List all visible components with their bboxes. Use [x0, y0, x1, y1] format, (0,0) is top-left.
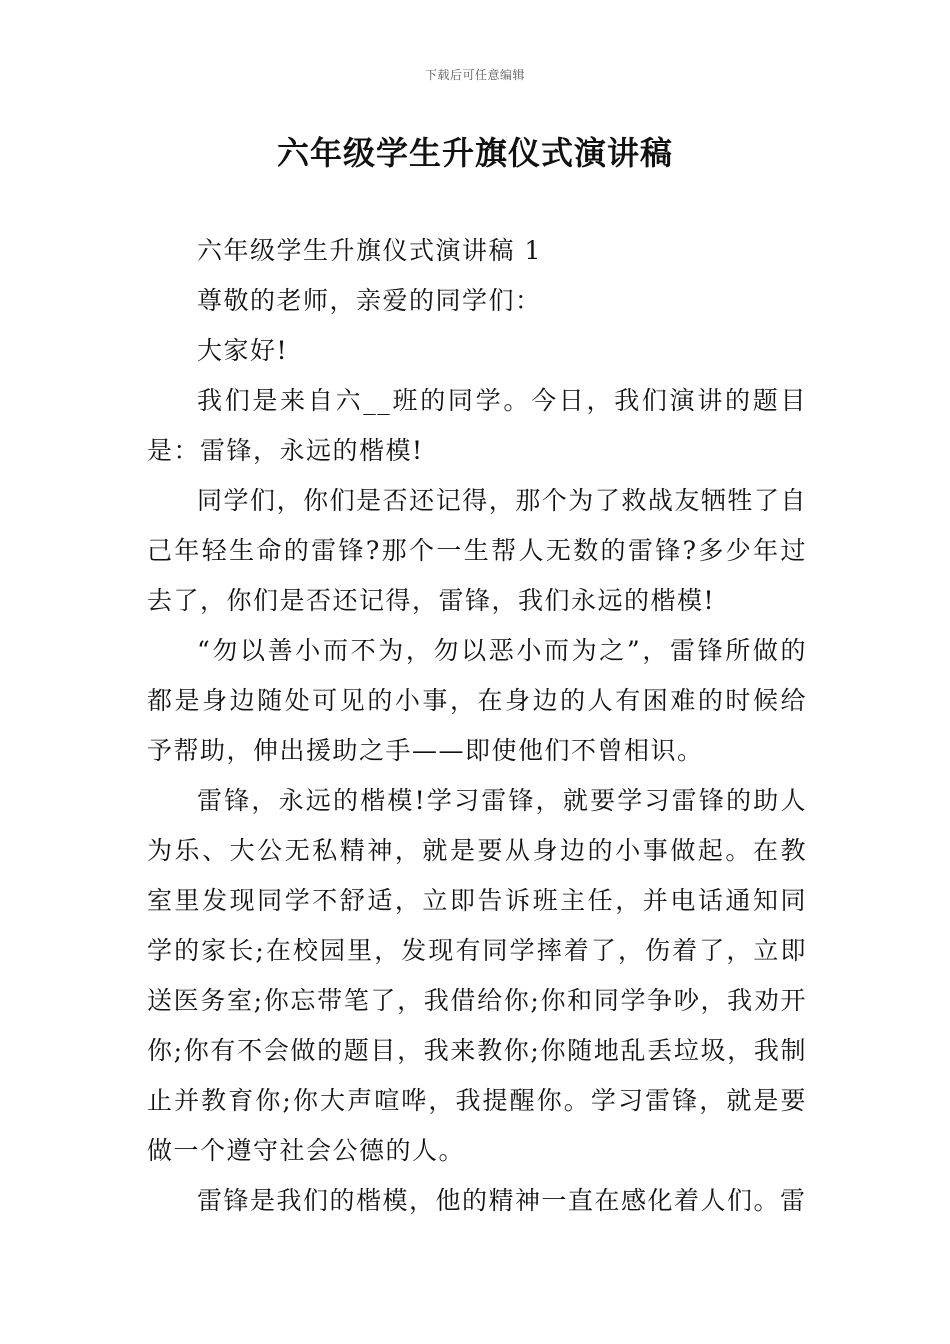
paragraph-greeting: 大家好!: [197, 336, 289, 365]
document-body: [147, 226, 807, 1226]
paragraph-closing: 雷锋是我们的楷模，他的精神一直在感化着人们。雷: [197, 1186, 807, 1215]
header-note: 下载后可任意编辑: [424, 68, 525, 82]
paragraph-learn: 雷锋，永远的楷模!学习雷锋，就要学习雷锋的助人为乐、大公无私精神，就是要从身边的小事做起。在教室里发现同学不舒适，立即告诉班主任，并电话通知同学的家长;在校园里，发现有同学摔着了，伤着了，立即送医务室;你忘带笔了，我借给你;你和同学争吵，我劝开你;你有不会做的题目，我来教你;你随地乱丢垃圾，我制止并教育你;你大声喧哗，我提醒你。学习雷锋，就是要做一个遵守社会公德的人。: [147, 786, 807, 1165]
paragraph-quote: “勿以善小而不为，勿以恶小而为之”，雷锋所做的都是身边随处可见的小事，在身边的人有困难的时候给予帮助，伸出援助之手——即使他们不曾相识。: [147, 636, 807, 765]
paragraph-remember: 同学们，你们是否还记得，那个为了救战友牺牲了自己年轻生命的雷锋?那个一生帮人无数的雷锋?多少年过去了，你们是否还记得，雷锋，我们永远的楷模!: [147, 486, 807, 615]
paragraph-subtitle: 六年级学生升旗仪式演讲稿 1: [197, 236, 542, 265]
document-title: 六年级学生升旗仪式演讲稿: [276, 134, 673, 172]
paragraph-intro: 我们是来自六__班的同学。今日，我们演讲的题目是：雷锋，永远的楷模!: [147, 386, 807, 465]
paragraph-salutation: 尊敬的老师，亲爱的同学们：: [197, 286, 542, 315]
